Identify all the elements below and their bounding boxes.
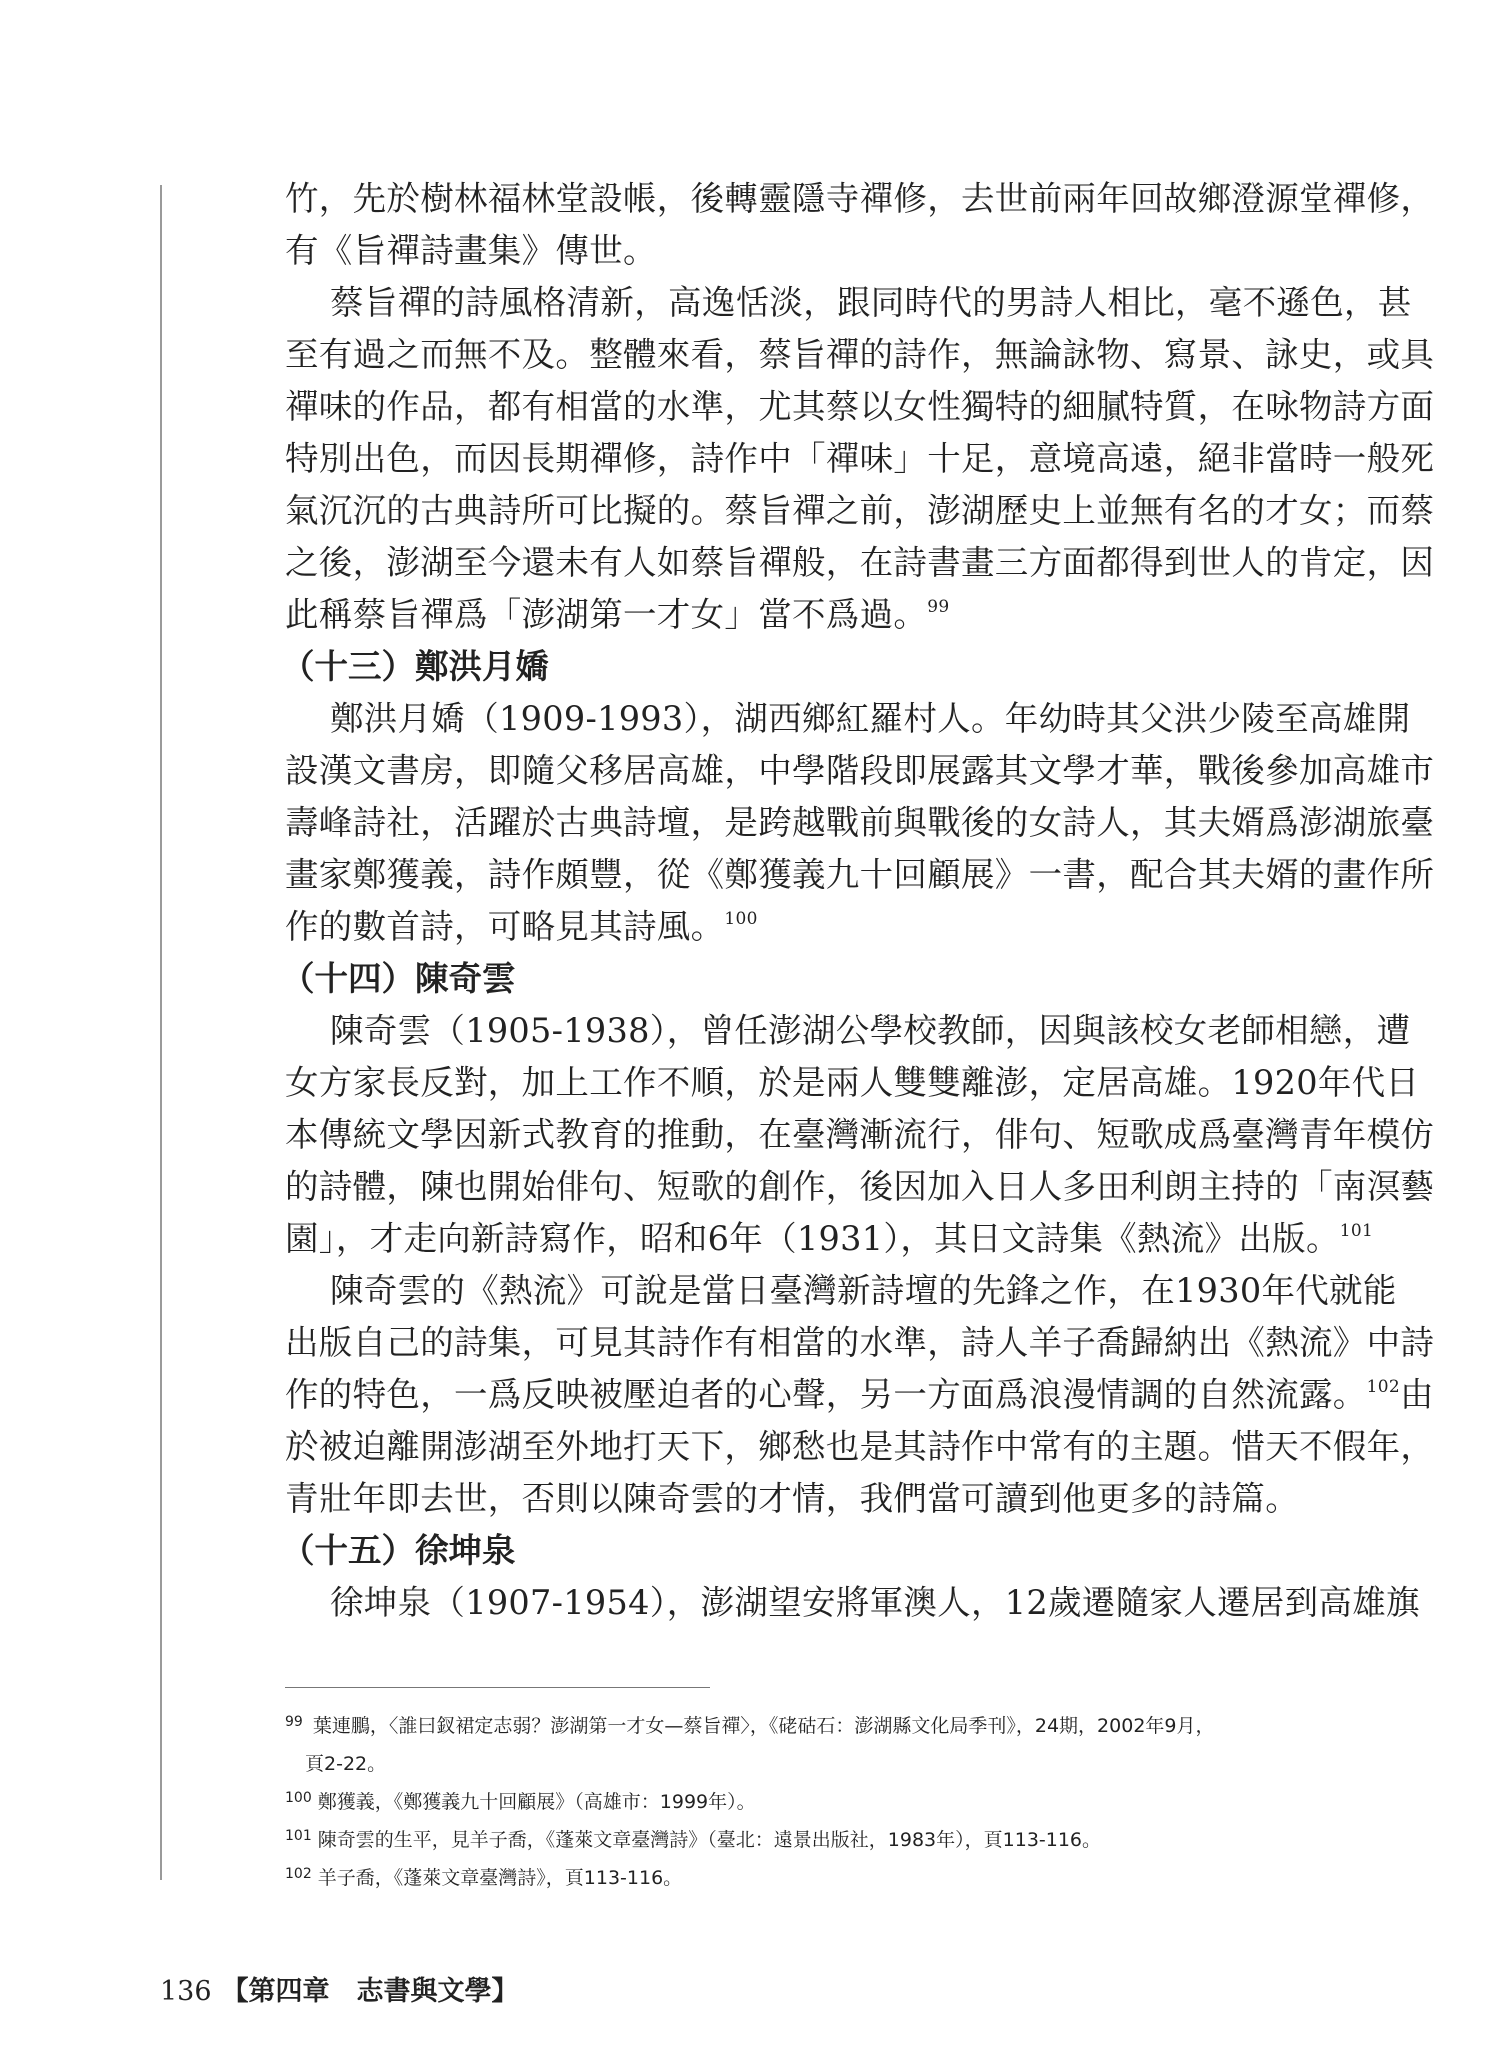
paragraph-line: 青壯年即去世，否則以陳奇雲的才情，我們當可讀到他更多的詩篇。 bbox=[285, 1479, 1299, 1518]
section-heading-15: （十五）徐坤泉 bbox=[281, 1531, 516, 1570]
paragraph-text: 園」，才走向新詩寫作，昭和6年（1931），其日文詩集《熱流》出版。 bbox=[285, 1219, 1340, 1258]
paragraph-line: 女方家長反對，加上工作不順，於是兩人雙雙離澎，定居高雄。1920年代日 bbox=[285, 1063, 1420, 1102]
footnote-101 bbox=[285, 1826, 1335, 1854]
footnote-ref-99[interactable]: 99 bbox=[927, 597, 950, 617]
footnote-text: 陳奇雲的生平，見羊子喬，《蓬萊文章臺灣詩》（臺北：遠景出版社，1983年），頁113-116。 bbox=[317, 1829, 1102, 1851]
paragraph-line bbox=[285, 594, 1330, 636]
footnote-ref-102[interactable]: 102 bbox=[1366, 1377, 1400, 1397]
margin-rule bbox=[160, 185, 162, 1880]
paragraph-line: 禪味的作品，都有相當的水準，尤其蔡以女性獨特的細膩特質，在咏物詩方面 bbox=[285, 387, 1435, 426]
paragraph-line bbox=[285, 906, 1330, 948]
footnote-separator bbox=[285, 1687, 710, 1688]
footnote-ref-100[interactable]: 100 bbox=[724, 909, 758, 929]
paragraph-line: 本傳統文學因新式教育的推動，在臺灣漸流行，俳句、短歌成爲臺灣青年模仿 bbox=[285, 1115, 1435, 1154]
body-text bbox=[281, 178, 1435, 1634]
paragraph-line: 設漢文書房，即隨父移居高雄，中學階段即展露其文學才華，戰後參加高雄市 bbox=[285, 751, 1435, 790]
paragraph-text: 作的特色，一爲反映被壓迫者的心聲，另一方面爲浪漫情調的自然流露。 bbox=[285, 1375, 1367, 1414]
chapter-title: 【第四章 志書與文學】 bbox=[221, 1976, 519, 2007]
paragraph-text: 作的數首詩，可略見其詩風。 bbox=[285, 907, 725, 946]
footnote-number: 100 bbox=[285, 1790, 312, 1806]
paragraph-line: 蔡旨禪的詩風格清新，高逸恬淡，跟同時代的男詩人相比，毫不遜色，甚 bbox=[330, 283, 1412, 322]
section-heading-13: （十三）鄭洪月嬌 bbox=[281, 647, 549, 686]
paragraph-line: 出版自己的詩集，可見其詩作有相當的水準，詩人羊子喬歸納出《熱流》中詩 bbox=[285, 1323, 1435, 1362]
paragraph-line: 有《旨禪詩畫集》傳世。 bbox=[285, 231, 657, 270]
paragraph-line: 至有過之而無不及。整體來看，蔡旨禪的詩作，無論詠物、寫景、詠史，或具 bbox=[285, 335, 1435, 374]
page-number: 136 bbox=[160, 1976, 212, 2007]
paragraph-text: 由 bbox=[1399, 1375, 1434, 1414]
paragraph-line: 竹，先於樹林福林堂設帳，後轉靈隱寺禪修，去世前兩年回故鄉澄源堂禪修， bbox=[285, 179, 1435, 218]
paragraph-line: 於被迫離開澎湖至外地打天下，鄉愁也是其詩作中常有的主題。惜天不假年， bbox=[285, 1427, 1435, 1466]
paragraph-line: 的詩體，陳也開始俳句、短歌的創作，後因加入日人多田利朗主持的「南溟藝 bbox=[285, 1167, 1435, 1206]
paragraph-line: 陳奇雲的《熱流》可說是當日臺灣新詩壇的先鋒之作，在1930年代就能 bbox=[330, 1271, 1397, 1310]
footnote-number: 101 bbox=[285, 1828, 312, 1844]
page-footer bbox=[160, 1975, 519, 2009]
footnote-text: 葉連鵬，〈誰曰釵裙定志弱？澎湖第一才女—蔡旨禪〉，《硓𥑮石：澎湖縣文化局季刊》，24期，2002年9月， bbox=[312, 1715, 1215, 1737]
paragraph-line bbox=[285, 1218, 1374, 1260]
section-heading-14: （十四）陳奇雲 bbox=[281, 959, 516, 998]
paragraph-line: 陳奇雲（1905-1938），曾任澎湖公學校教師，因與該校女老師相戀，遭 bbox=[330, 1011, 1411, 1050]
footnote-99-continued: 頁2-22。 bbox=[305, 1753, 387, 1775]
footnote-102 bbox=[285, 1864, 1335, 1892]
footnote-99 bbox=[285, 1712, 1335, 1740]
footnote-text: 羊子喬，《蓬萊文章臺灣詩》，頁113-116。 bbox=[317, 1867, 683, 1889]
paragraph-line: 畫家鄭獲義，詩作頗豐，從《鄭獲義九十回顧展》一書，配合其夫婿的畫作所 bbox=[285, 855, 1435, 894]
paragraph-line bbox=[285, 1374, 1434, 1416]
paragraph-line: 鄭洪月嬌（1909-1993），湖西鄉紅羅村人。年幼時其父洪少陵至高雄開 bbox=[330, 699, 1411, 738]
footnote-100 bbox=[285, 1788, 1335, 1816]
footnotes bbox=[285, 1712, 1335, 1902]
footnote-number: 102 bbox=[285, 1866, 312, 1882]
paragraph-line: 壽峰詩社，活躍於古典詩壇，是跨越戰前與戰後的女詩人，其夫婿爲澎湖旅臺 bbox=[285, 803, 1435, 842]
paragraph-line: 徐坤泉（1907-1954），澎湖望安將軍澳人，12歲遷隨家人遷居到高雄旗 bbox=[330, 1583, 1420, 1622]
footnote-number: 99 bbox=[285, 1714, 303, 1730]
footnote-text: 鄭獲義，《鄭獲義九十回顧展》（高雄市：1999年）。 bbox=[317, 1791, 756, 1813]
paragraph-text: 此稱蔡旨禪爲「澎湖第一才女」當不爲過。 bbox=[285, 595, 928, 634]
paragraph-line: 之後，澎湖至今還未有人如蔡旨禪般，在詩書畫三方面都得到世人的肯定，因 bbox=[285, 543, 1435, 582]
paragraph-line: 氣沉沉的古典詩所可比擬的。蔡旨禪之前，澎湖歷史上並無有名的才女；而蔡 bbox=[285, 491, 1435, 530]
paragraph-line: 特別出色，而因長期禪修，詩作中「禪味」十足，意境高遠，絕非當時一般死 bbox=[285, 439, 1435, 478]
footnote-ref-101[interactable]: 101 bbox=[1339, 1221, 1374, 1241]
